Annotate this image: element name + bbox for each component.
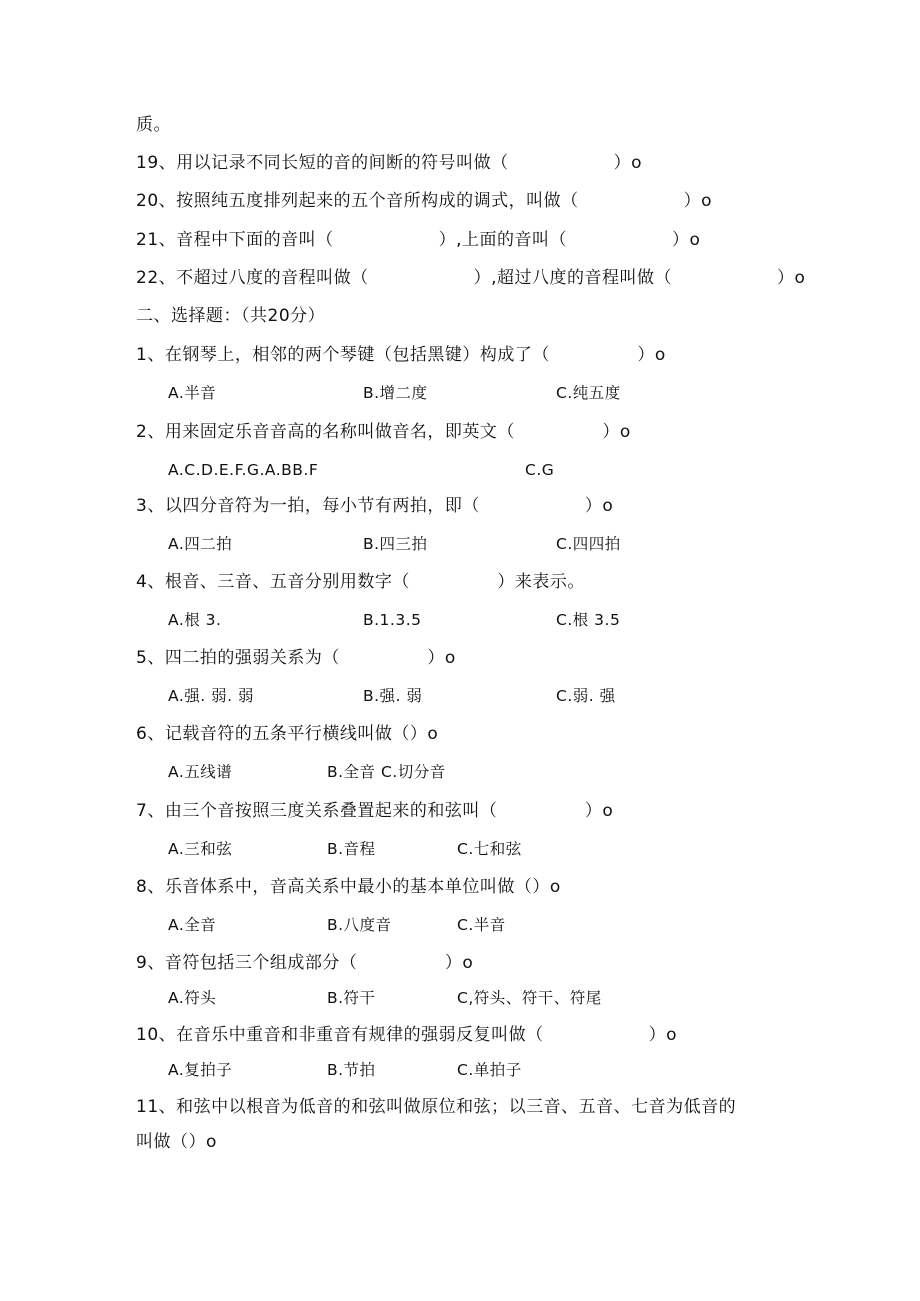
mc-question-2: 2、用来固定乐音音高的名称叫做音名，即英文（ ）o [136,422,631,442]
option-c: C.弱. 强 [556,687,616,705]
mc-question-1: 1、在钢琴上，相邻的两个琴键（包括黑键）构成了（ ）o [136,345,666,365]
option-b: B.增二度 [363,384,428,402]
option-a: A.五线谱 [168,763,233,781]
option-b: B.八度音 [327,916,392,934]
option-b: B.强. 弱 [363,687,423,705]
option-a: A.C.D.E.F.G.A.BB.F [168,461,319,479]
section-heading: 二、选择题：（共20分） [136,306,326,326]
option-b: B.全音 C.切分音 [327,763,446,781]
option-a: A.四二拍 [168,535,233,553]
option-c: C.七和弦 [457,840,522,858]
mc-question-6: 6、记载音符的五条平行横线叫做（）o [136,724,439,744]
mc-question-4: 4、根音、三音、五音分别用数字（ ）来表示。 [136,572,585,592]
option-a: A.符头 [168,989,217,1007]
option-a: A.根 3. [168,611,222,629]
mc-question-3: 3、以四分音符为一拍，每小节有两拍，即（ ）o [136,496,614,516]
question-22: 22、不超过八度的音程叫做（ ）,超过八度的音程叫做（ ）o [136,268,806,288]
mc-question-8: 8、乐音体系中，音高关系中最小的基本单位叫做（）o [136,877,561,897]
option-b: B.四三拍 [363,535,428,553]
mc-question-9: 9、音符包括三个组成部分（ ）o [136,953,474,973]
question-21: 21、音程中下面的音叫（ ）,上面的音叫（ ）o [136,230,701,250]
option-c: C.纯五度 [556,384,621,402]
option-c: C.半音 [457,916,506,934]
option-b: B.节拍 [327,1061,376,1079]
mc-question-11: 11、和弦中以根音为低音的和弦叫做原位和弦；以三音、五音、七音为低音的 [136,1097,737,1117]
option-b: B.1.3.5 [363,611,422,629]
option-b: B.音程 [327,840,376,858]
option-a: A.三和弦 [168,840,233,858]
mc-question-7: 7、由三个音按照三度关系叠置起来的和弦叫（ ）o [136,801,614,821]
mc-question-11-cont: 叫做（）o [136,1132,217,1152]
question-20: 20、按照纯五度排列起来的五个音所构成的调式，叫做（ ）o [136,191,713,211]
option-a: A.复拍子 [168,1061,233,1079]
question-19: 19、用以记录不同长短的音的间断的符号叫做（ ）o [136,153,643,173]
option-c: C.G [525,461,555,479]
option-b: B.符干 [327,989,376,1007]
mc-question-10: 10、在音乐中重音和非重音有规律的强弱反复叫做（ ）o [136,1025,678,1045]
text-line: 质。 [136,115,171,135]
option-c: C.根 3.5 [556,611,621,629]
option-c: C.单拍子 [457,1061,522,1079]
option-a: A.半音 [168,384,217,402]
option-a: A.强. 弱. 弱 [168,687,254,705]
option-c: C.四四拍 [556,535,621,553]
mc-question-5: 5、四二拍的强弱关系为（ ）o [136,648,456,668]
option-c: C,符头、符干、符尾 [457,989,602,1007]
option-a: A.全音 [168,916,217,934]
